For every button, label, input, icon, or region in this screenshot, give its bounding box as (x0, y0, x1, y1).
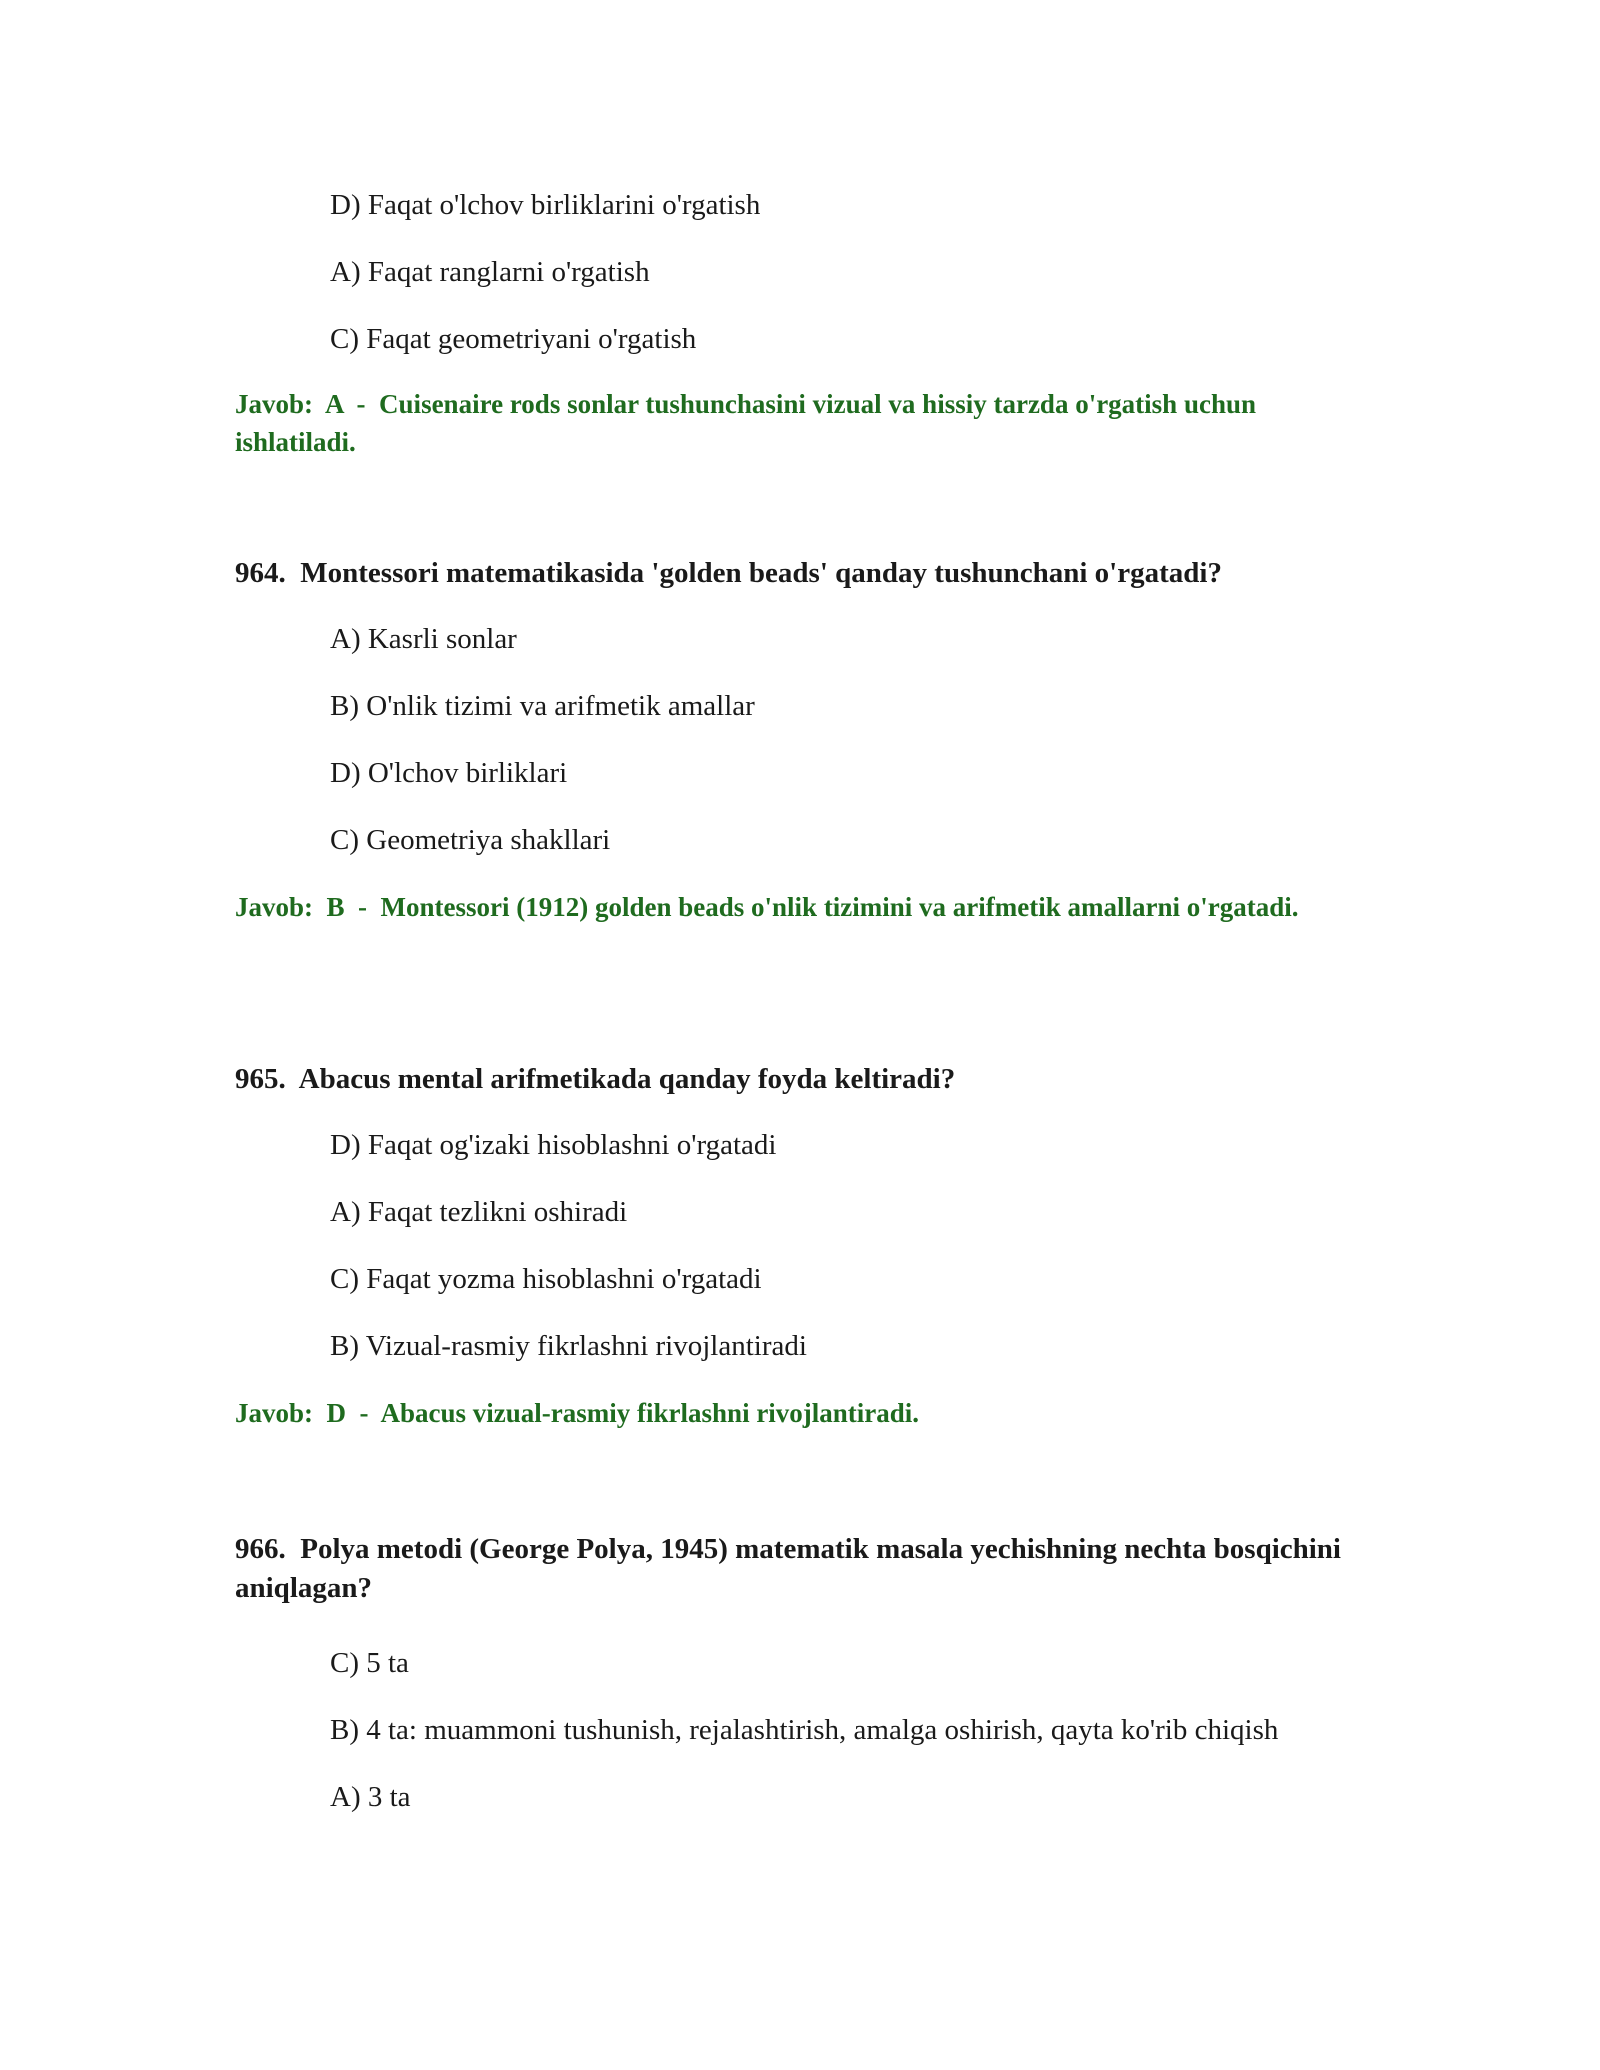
option-d: D) Faqat o'lchov birliklarini o'rgatish (330, 189, 761, 221)
answer-line: Javob: B - Montessori (1912) golden beads o'nlik tizimini va arifmetik amallarni o'rgatadi. (235, 892, 1299, 922)
option-b: B) Vizual-rasmiy fikrlashni rivojlantiradi (330, 1330, 807, 1362)
answer-explanation: Abacus vizual-rasmiy fikrlashni rivojlantiradi. (380, 1398, 920, 1428)
option-c: C) 5 ta (330, 1647, 409, 1679)
option-c: C) Geometriya shakllari (330, 824, 611, 856)
answer-explanation: Cuisenaire rods sonlar tushunchasini vizual va hissiy tarzda o'rgatish uchun ishlatiladi. (235, 389, 1256, 457)
question-965 (235, 1060, 1365, 1099)
question-966 (235, 1530, 1365, 1608)
option-a: A) Faqat tezlikni oshiradi (330, 1196, 628, 1228)
answer-prefix: Javob: (235, 389, 314, 419)
answer-line: Javob: A - Cuisenaire rods sonlar tushunchasini vizual va hissiy tarzda o'rgatish uchun ishlatiladi. (235, 389, 1256, 457)
answer-prefix: Javob: (235, 1398, 314, 1428)
question-number: 964. (235, 557, 286, 589)
answer-letter: A (325, 389, 344, 419)
question-text: Montessori matematikasida 'golden beads' qanday tushunchani o'rgatadi? (300, 557, 1222, 589)
answer-line: Javob: D - Abacus vizual-rasmiy fikrlashni rivojlantiradi. (235, 1398, 920, 1428)
option-a: A) Kasrli sonlar (330, 623, 517, 655)
question-number: 966. (235, 1533, 286, 1565)
question-text: Abacus mental arifmetikada qanday foyda keltiradi? (298, 1063, 956, 1095)
option-c: C) Faqat yozma hisoblashni o'rgatadi (330, 1263, 762, 1295)
answer-explanation: Montessori (1912) golden beads o'nlik tizimini va arifmetik amallarni o'rgatadi. (380, 892, 1299, 922)
option-b: B) 4 ta: muammoni tushunish, rejalashtirish, amalga oshirish, qayta ko'rib chiqish (330, 1714, 1279, 1746)
option-a: A) Faqat ranglarni o'rgatish (330, 256, 650, 288)
question-964 (235, 554, 1365, 593)
option-c: C) Faqat geometriyani o'rgatish (330, 323, 697, 355)
answer-letter: B (326, 892, 345, 922)
option-b: B) O'nlik tizimi va arifmetik amallar (330, 690, 755, 722)
question-number: 965. (235, 1063, 286, 1095)
answer-prefix: Javob: (235, 892, 314, 922)
option-d: D) Faqat og'izaki hisoblashni o'rgatadi (330, 1129, 777, 1161)
question-text: Polya metodi (George Polya, 1945) matematik masala yechishning nechta bosqichini aniqlagan? (235, 1533, 1341, 1604)
option-a: A) 3 ta (330, 1781, 411, 1813)
answer-letter: D (326, 1398, 347, 1428)
option-d: D) O'lchov birliklari (330, 757, 568, 789)
